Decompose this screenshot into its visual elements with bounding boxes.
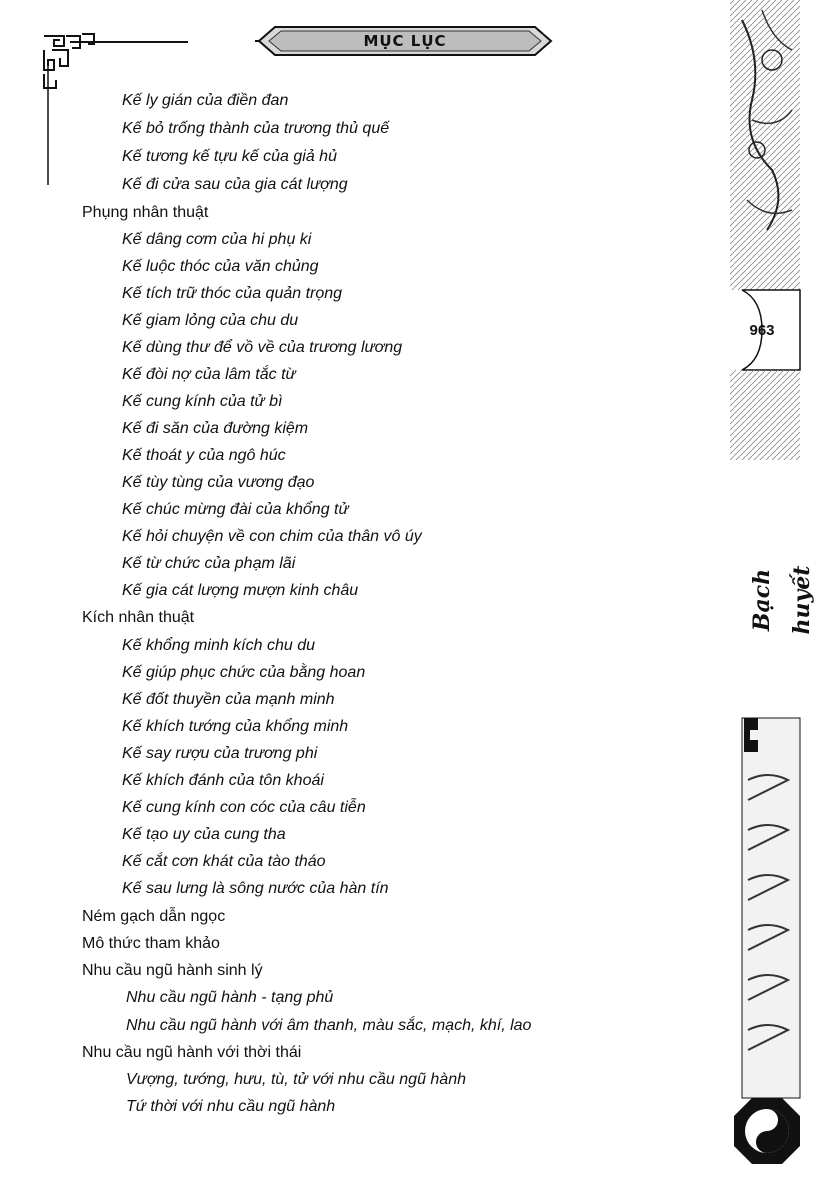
toc-entry-title: Nhu cầu ngũ hành với âm thanh, màu sắc, mạch, khí, lao bbox=[126, 1017, 532, 1034]
toc-section-title: Kích nhân thuật bbox=[82, 609, 195, 626]
toc-entry-title: Kế tùy tùng của vương đạo bbox=[122, 474, 315, 491]
toc-entry-title: Kế cắt cơn khát của tào tháo bbox=[122, 853, 326, 870]
toc-entry-title: Nhu cầu ngũ hành - tạng phủ bbox=[126, 989, 334, 1006]
toc-entry-title: Kế bỏ trống thành của trương thủ quế bbox=[122, 120, 390, 137]
toc-section-title: Nhu cầu ngũ hành với thời thái bbox=[82, 1044, 302, 1061]
page-title: MỤC LỤC bbox=[363, 32, 447, 50]
toc-entry-title: Kế gia cát lượng mượn kinh châu bbox=[122, 582, 359, 599]
toc-entry-title: Kế khích tướng của khổng minh bbox=[122, 718, 349, 735]
toc-entry-title: Kế tạo uy của cung tha bbox=[122, 826, 286, 843]
toc-entry-title: Kế khích đánh của tôn khoái bbox=[122, 772, 324, 789]
toc-section-title: Nhu cầu ngũ hành sinh lý bbox=[82, 962, 263, 979]
toc-entry-page bbox=[339, 0, 688, 1118]
toc-entry-title: Vượng, tướng, hưu, tù, tử với nhu cầu ngũ hành bbox=[126, 1071, 466, 1088]
toc-entry-title: Kế hỏi chuyện về con chim của thân vô úy bbox=[122, 528, 422, 545]
toc-entry-title: Kế đốt thuyền của mạnh minh bbox=[122, 691, 335, 708]
book-title-calligraphy: Bạch huyết bbox=[749, 565, 815, 635]
toc-section-title: Mô thức tham khảo bbox=[82, 935, 220, 952]
toc-entry-title: Kế giúp phục chức của bằng hoan bbox=[122, 664, 366, 681]
toc-entry-title: Kế tương kế tựu kế của giả hủ bbox=[122, 148, 337, 165]
page-number: 963 bbox=[749, 322, 775, 339]
toc-entry-title: Kế tích trữ thóc của quản trọng bbox=[122, 285, 343, 302]
toc-entry-title: Kế dâng cơm của hi phụ ki bbox=[122, 231, 312, 248]
toc-entry-title: Kế đi cửa sau của gia cát lượng bbox=[122, 176, 348, 193]
toc-entry-title: Kế ly gián của điền đan bbox=[122, 92, 289, 109]
toc-entry-title: Kế say rượu của trương phi bbox=[122, 745, 318, 762]
toc-entry-title: Kế sau lưng là sông nước của hàn tín bbox=[122, 880, 389, 897]
toc-entry-title: Kế cung kính con cóc của câu tiễn bbox=[122, 799, 366, 816]
toc-entry-title: Kế cung kính của tử bì bbox=[122, 393, 283, 410]
toc-entry-title: Kế dùng thư để vồ về của trương lương bbox=[122, 339, 403, 356]
toc-entry-title: Kế khổng minh kích chu du bbox=[122, 637, 316, 654]
toc-entry-title: Kế đi săn của đường kiệm bbox=[122, 420, 309, 437]
toc-section-title: Phụng nhân thuật bbox=[82, 204, 209, 221]
toc-entry-title: Kế chúc mừng đài của khổng tử bbox=[122, 501, 349, 518]
toc-entry-title: Kế từ chức của phạm lãi bbox=[122, 555, 296, 572]
toc-entry bbox=[126, 1094, 688, 1118]
toc-entry-title: Kế thoát y của ngô húc bbox=[122, 447, 286, 464]
toc-section-title: Ném gạch dẫn ngọc bbox=[82, 908, 226, 925]
toc-entry-title: Kế giam lỏng của chu du bbox=[122, 312, 299, 329]
toc-entry-title: Kế luộc thóc của văn chủng bbox=[122, 258, 319, 275]
toc-entry-title: Kế đòi nợ của lâm tắc từ bbox=[122, 366, 296, 383]
toc-entry-title: Tứ thời với nhu cầu ngũ hành bbox=[126, 1098, 336, 1115]
